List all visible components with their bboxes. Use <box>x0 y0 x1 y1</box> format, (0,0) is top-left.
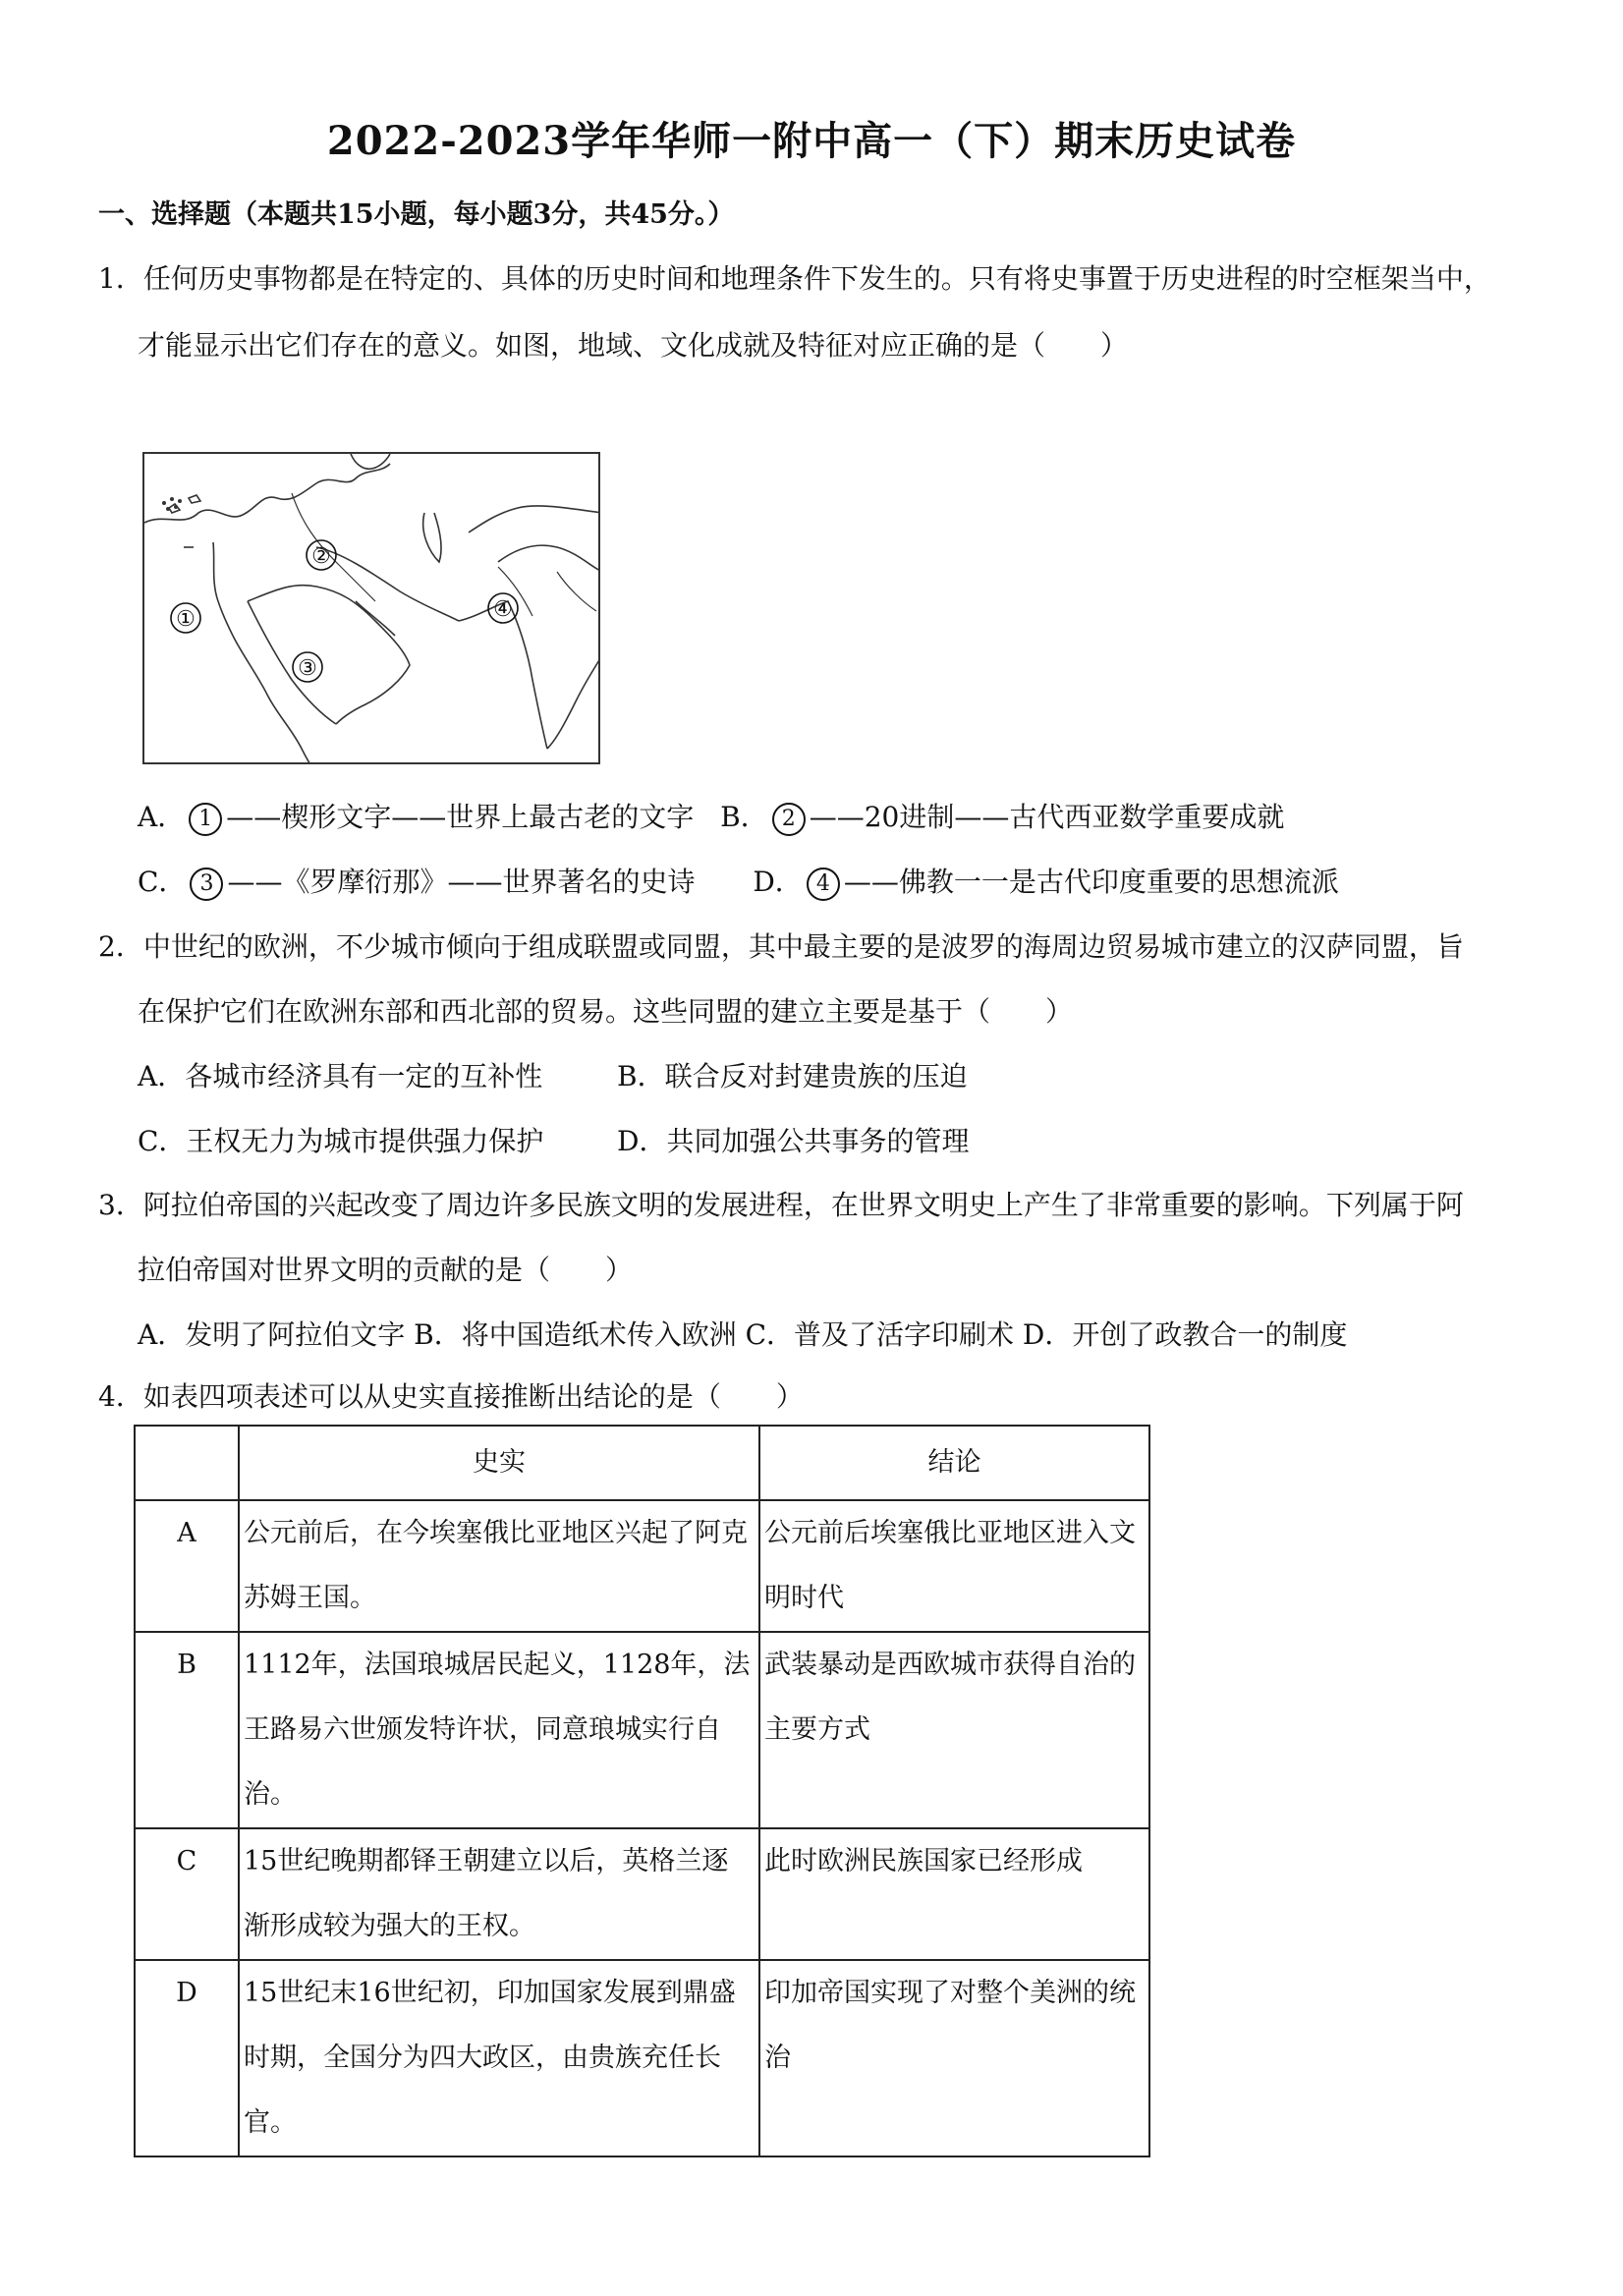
row-letter: C <box>135 1828 239 1960</box>
q1-stem-line1: 1．任何历史事物都是在特定的、具体的历史时间和地理条件下发生的。只有将史事置于历史进程的时空框架当中， <box>98 262 1491 295</box>
q4-table <box>134 1425 1150 2157</box>
row-fact: 公元前后，在今埃塞俄比亚地区兴起了阿克苏姆王国。 <box>239 1500 759 1632</box>
q1-option-d-letter: D． <box>753 866 803 898</box>
map-label-4: ④ <box>493 597 513 622</box>
map-label-1: ① <box>176 607 196 632</box>
q3-stem-line1: 3．阿拉伯帝国的兴起改变了周边许多民族文明的发展进程，在世界文明史上产生了非常重要的影响。下列属于阿 <box>98 1189 1464 1221</box>
q1-option-a-text: ——楔形文字——世界上最古老的文字 <box>226 801 695 833</box>
circled-number-4: 4 <box>807 868 840 901</box>
row-letter: D <box>135 1960 239 2156</box>
table-row[interactable] <box>135 1632 1149 1828</box>
q1-option-b-letter: B． <box>720 801 768 833</box>
q2-option-b[interactable]: B．联合反对封建贵族的压迫 <box>617 1060 968 1092</box>
q3-stem-line2: 拉伯帝国对世界文明的贡献的是（ ） <box>138 1254 634 1286</box>
circled-number-1: 1 <box>189 803 222 836</box>
map-label-3: ③ <box>298 656 317 681</box>
q2-stem-line2: 在保护它们在欧洲东部和西北部的贸易。这些同盟的建立主要是基于（ ） <box>138 995 1074 1028</box>
table-header-fact: 史实 <box>239 1426 759 1500</box>
q1-option-b[interactable] <box>720 801 1284 833</box>
section-heading: 一、选择题（本题共15小题，每小题3分，共45分。） <box>98 199 735 230</box>
q3-options[interactable]: A．发明了阿拉伯文字 B．将中国造纸术传入欧洲 C．普及了活字印刷术 D．开创了政教合一的制度 <box>138 1318 1348 1351</box>
row-letter: A <box>135 1500 239 1632</box>
q1-options-ab <box>138 796 1284 836</box>
q1-map <box>142 452 600 764</box>
q4-stem: 4．如表四项表述可以从史实直接推断出结论的是（ ） <box>98 1380 804 1413</box>
q2-option-c[interactable]: C．王权无力为城市提供强力保护 <box>138 1125 544 1157</box>
table-row[interactable] <box>135 1500 1149 1632</box>
row-fact: 15世纪末16世纪初，印加国家发展到鼎盛时期，全国分为四大政区，由贵族充任长官。 <box>239 1960 759 2156</box>
q1-options-cd <box>138 861 1339 901</box>
row-fact: 1112年，法国琅城居民起义，1128年，法王路易六世颁发特许状，同意琅城实行自治。 <box>239 1632 759 1828</box>
table-header-conclusion: 结论 <box>759 1426 1149 1500</box>
circled-number-2: 2 <box>772 803 806 836</box>
q1-option-c-letter: C． <box>138 866 187 898</box>
q1-option-d-text: ——佛教一一是古代印度重要的思想流派 <box>843 866 1339 898</box>
table-row[interactable] <box>135 1960 1149 2156</box>
row-letter: B <box>135 1632 239 1828</box>
q1-option-a-letter: A． <box>138 801 186 833</box>
q1-option-b-text: ——20进制——古代西亚数学重要成就 <box>809 801 1285 833</box>
map-figure <box>144 454 600 764</box>
row-conclusion: 此时欧洲民族国家已经形成 <box>759 1828 1149 1960</box>
row-fact: 15世纪晚期都铎王朝建立以后，英格兰逐渐形成较为强大的王权。 <box>239 1828 759 1960</box>
row-conclusion: 公元前后埃塞俄比亚地区进入文明时代 <box>759 1500 1149 1632</box>
circled-number-3: 3 <box>190 868 223 901</box>
q1-option-a[interactable] <box>138 801 702 833</box>
q1-option-c[interactable] <box>138 866 703 898</box>
q1-stem-line2: 才能显示出它们存在的意义。如图，地域、文化成就及特征对应正确的是（ ） <box>138 329 1129 362</box>
q2-stem-line1: 2．中世纪的欧洲，不少城市倾向于组成联盟或同盟，其中最主要的是波罗的海周边贸易城市建立的汉萨同盟，旨 <box>98 930 1464 963</box>
table-header-row <box>135 1426 1149 1500</box>
row-conclusion: 印加帝国实现了对整个美洲的统治 <box>759 1960 1149 2156</box>
q1-option-d[interactable] <box>753 866 1338 898</box>
row-conclusion: 武装暴动是西欧城市获得自治的主要方式 <box>759 1632 1149 1828</box>
q2-option-a[interactable]: A．各城市经济具有一定的互补性 <box>138 1060 543 1092</box>
q2-option-d[interactable]: D．共同加强公共事务的管理 <box>617 1125 970 1157</box>
table-header-blank <box>135 1426 239 1500</box>
table-row[interactable] <box>135 1828 1149 1960</box>
map-label-2: ② <box>311 544 331 569</box>
page-title: 2022-2023学年华师一附中高一（下）期末历史试卷 <box>326 118 1297 164</box>
q1-option-c-text: ——《罗摩衍那》——世界著名的史诗 <box>227 866 696 898</box>
